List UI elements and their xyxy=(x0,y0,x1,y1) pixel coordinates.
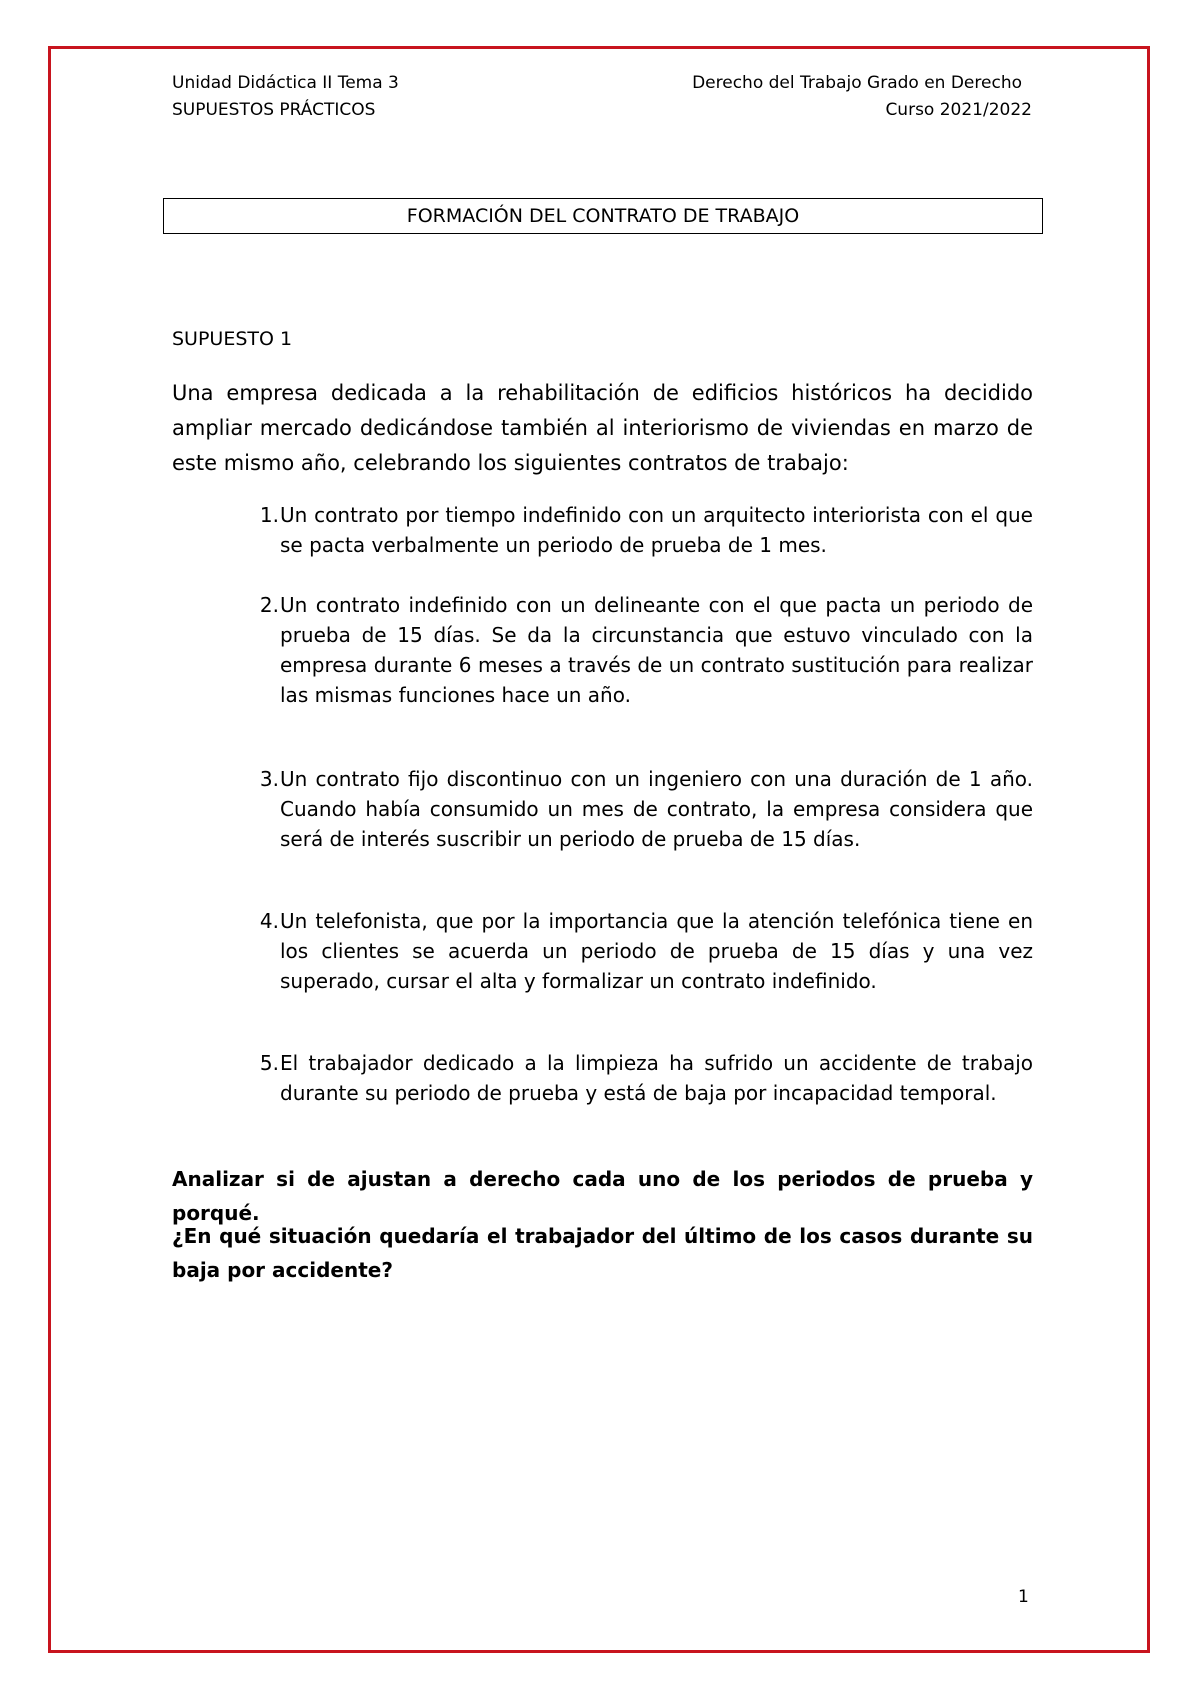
intro-paragraph: Una empresa dedicada a la rehabilitación de edificios históricos ha decidido ampliar mercado dedicándose también al interiorismo de viviendas en marzo de este mismo año, celebrando los siguientes contratos de trabajo: xyxy=(172,381,1033,475)
list-item-text: El trabajador dedicado a la limpieza ha sufrido un accidente de trabajo durante su periodo de prueba y está de baja por incapacidad temporal. xyxy=(280,1051,1033,1105)
header-section: SUPUESTOS PRÁCTICOS xyxy=(172,100,376,120)
header-course-name: Derecho del Trabajo Grado en Derecho xyxy=(692,73,1022,93)
header-unit: Unidad Didáctica II Tema 3 xyxy=(172,73,399,93)
list-item-text: Un telefonista, que por la importancia que la atención telefónica tiene en los clientes se acuerda un periodo de prueba de 15 días y una vez superado, cursar el alta y formalizar un contrato indefinido. xyxy=(280,909,1033,993)
page-number: 1 xyxy=(1018,1587,1029,1607)
list-item-number: 4. xyxy=(259,909,279,933)
question-1: Analizar si de ajustan a derecho cada uno de los periodos de prueba y porqué. xyxy=(172,1167,1033,1225)
list-item-text: Un contrato fijo discontinuo con un ingeniero con una duración de 1 año. Cuando había consumido un mes de contrato, la empresa considera que será de interés suscribir un periodo de prueba de 15 días. xyxy=(280,767,1033,851)
header-course-year: Curso 2021/2022 xyxy=(885,100,1032,120)
title-box xyxy=(163,198,1043,234)
document-title: FORMACIÓN DEL CONTRATO DE TRABAJO xyxy=(406,205,800,227)
list-item-number: 2. xyxy=(259,593,279,617)
list-item-text: Un contrato por tiempo indefinido con un arquitecto interiorista con el que se pacta verbalmente un periodo de prueba de 1 mes. xyxy=(280,503,1033,557)
list-item-number: 5. xyxy=(259,1051,279,1075)
list-item-text: Un contrato indefinido con un delineante con el que pacta un periodo de prueba de 15 días. Se da la circunstancia que estuvo vinculado con la empresa durante 6 meses a través de un contrato sustitución para realizar las mismas funciones hace un año. xyxy=(280,593,1033,707)
question-2: ¿En qué situación quedaría el trabajador del último de los casos durante su baja por accidente? xyxy=(172,1224,1033,1282)
list-item-number: 1. xyxy=(259,503,279,527)
list-item-number: 3. xyxy=(259,767,279,791)
section-heading: SUPUESTO 1 xyxy=(172,328,293,350)
